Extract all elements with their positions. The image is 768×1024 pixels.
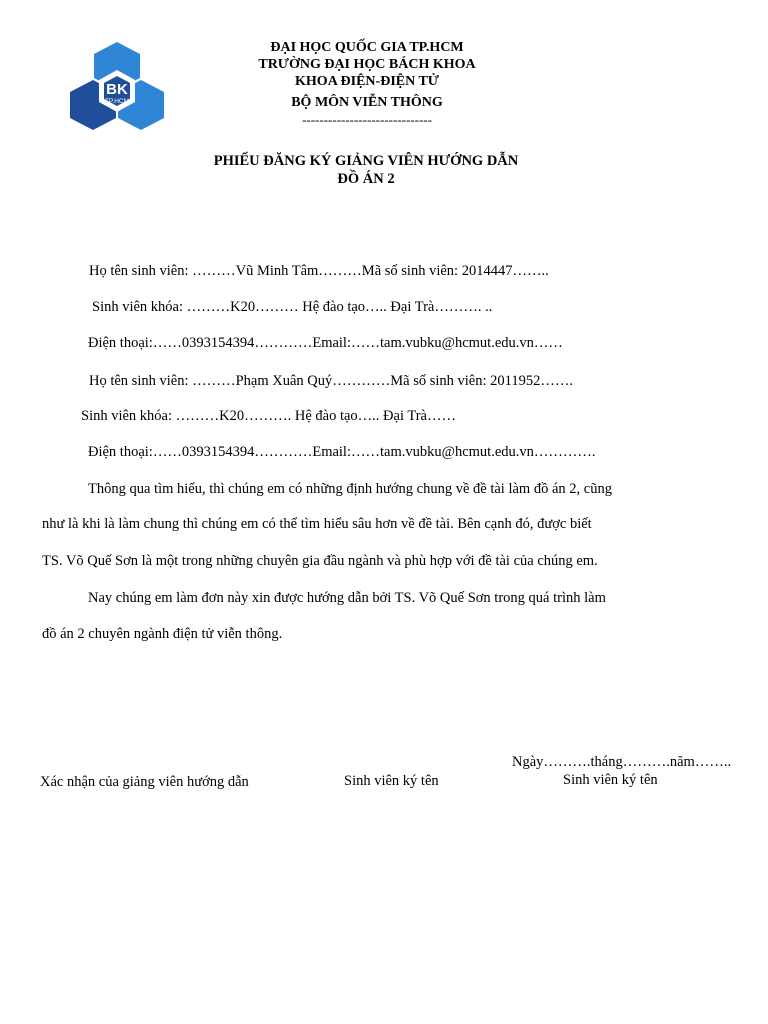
body-paragraph2-line2: đồ án 2 chuyên ngành điện tử viễn thông.	[42, 626, 283, 642]
student1-name-line: Họ tên sinh viên: ………Vũ Minh Tâm………Mã số sinh viên: 2014447……..	[89, 263, 549, 279]
student2-signature-label: Sinh viên ký tên	[563, 772, 658, 788]
header-faculty: KHOA ĐIỆN-ĐIỆN TỬ	[295, 74, 439, 89]
form-subtitle: ĐỒ ÁN 2	[337, 171, 395, 187]
body-paragraph1-line2: như là khi là làm chung thì chúng em có thể tìm hiểu sâu hơn về đề tài. Bên cạnh đó, được biết	[42, 516, 592, 532]
logo-bk-text: BK	[106, 81, 128, 98]
student1-contact-line: Điện thoại:……0393154394…………Email:……tam.vubku@hcmut.edu.vn……	[88, 335, 563, 351]
bk-university-logo	[70, 42, 164, 130]
header-department: BỘ MÔN VIỄN THÔNG	[291, 95, 443, 110]
student1-signature-label: Sinh viên ký tên	[344, 773, 439, 789]
body-paragraph1-line1: Thông qua tìm hiểu, thì chúng em có những định hướng chung về đề tài làm đồ án 2, cũng	[88, 481, 612, 497]
body-paragraph1-line3: TS. Võ Quế Sơn là một trong những chuyên gia đầu ngành và phù hợp với đề tài của chúng em.	[42, 553, 598, 569]
student2-course-line: Sinh viên khóa: ………K20………. Hệ đào tạo….. Đại Trà……	[81, 408, 456, 424]
header-university: TRƯỜNG ĐẠI HỌC BÁCH KHOA	[258, 57, 476, 72]
student2-name-line: Họ tên sinh viên: ………Phạm Xuân Quý…………Mã số sinh viên: 2011952…….	[89, 373, 573, 389]
body-paragraph2-line1: Nay chúng em làm đơn này xin được hướng dẫn bởi TS. Võ Quế Sơn trong quá trình làm	[88, 590, 606, 606]
student1-course-line: Sinh viên khóa: ………K20……… Hệ đào tạo….. Đại Trà………. ..	[92, 299, 493, 315]
logo-city-text: TP.HCM	[104, 98, 130, 105]
header-separator: ------------------------------	[302, 112, 432, 127]
date-line: Ngày……….tháng……….năm……..	[512, 754, 732, 770]
student2-contact-line: Điện thoại:……0393154394…………Email:……tam.vubku@hcmut.edu.vn………….	[88, 444, 596, 460]
form-title: PHIẾU ĐĂNG KÝ GIẢNG VIÊN HƯỚNG DẪN	[213, 153, 519, 169]
advisor-confirmation-label: Xác nhận của giảng viên hướng dẫn	[40, 774, 249, 790]
header-national-university: ĐẠI HỌC QUỐC GIA TP.HCM	[270, 40, 464, 55]
